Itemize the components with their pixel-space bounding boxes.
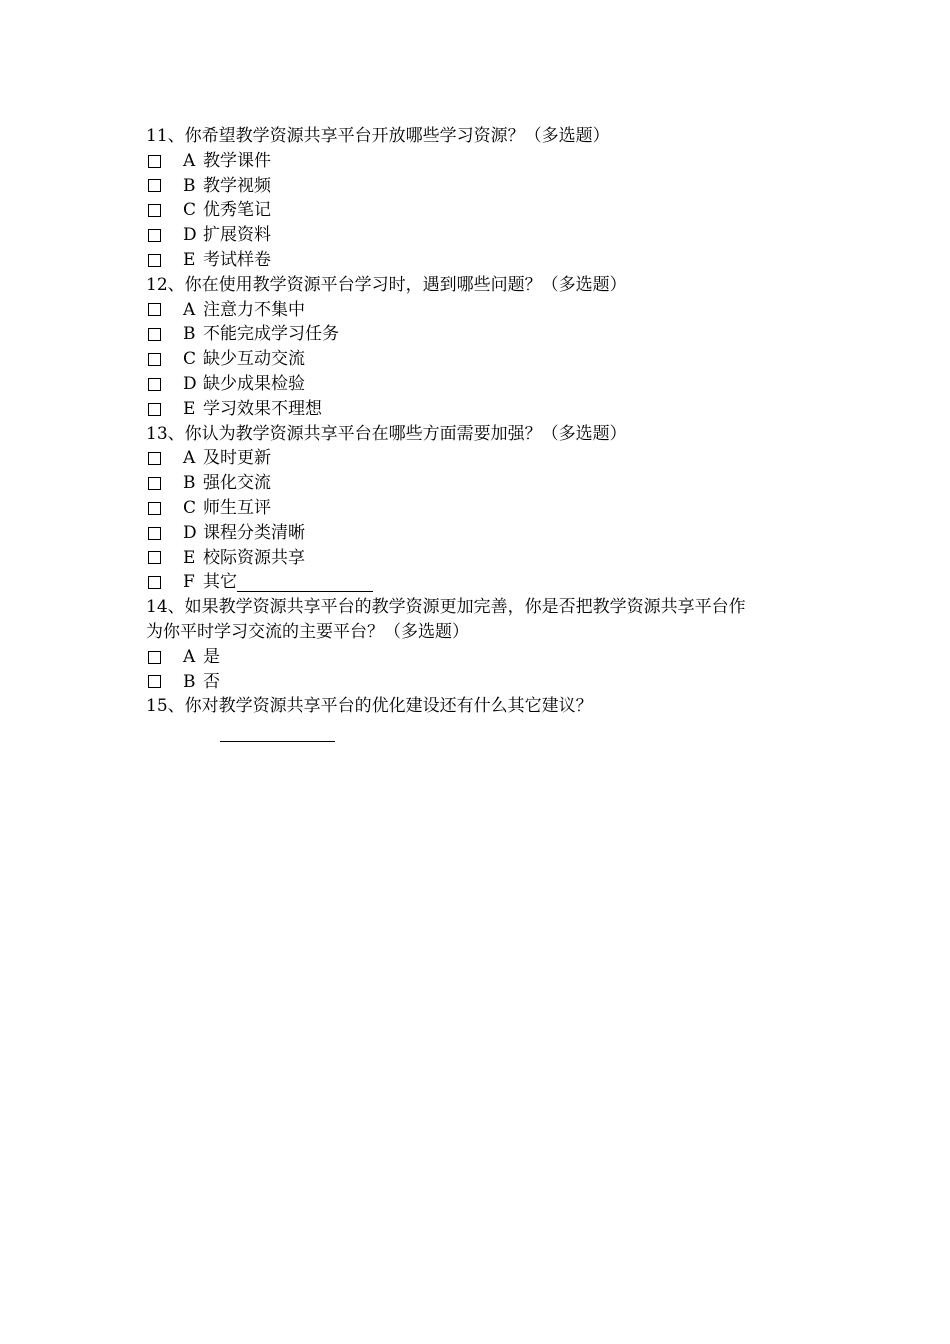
option-12-c[interactable]: C 缺少互动交流 [146, 347, 826, 372]
option-13-d[interactable]: D 课程分类清晰 [146, 521, 826, 546]
checkbox[interactable] [148, 477, 161, 490]
answer-fill-in-line[interactable] [220, 741, 335, 742]
checkbox[interactable] [148, 378, 161, 391]
option-11-c[interactable]: C 优秀笔记 [146, 198, 826, 223]
survey-document [146, 124, 826, 719]
option-14-b[interactable]: B 否 [146, 670, 826, 695]
checkbox[interactable] [148, 204, 161, 217]
checkbox[interactable] [148, 452, 161, 465]
option-13-f[interactable]: F 其它 [146, 570, 826, 595]
option-13-b[interactable]: B 强化交流 [146, 471, 826, 496]
other-fill-in-blank[interactable] [237, 574, 373, 592]
checkbox[interactable] [148, 353, 161, 366]
checkbox[interactable] [148, 675, 161, 688]
checkbox[interactable] [148, 527, 161, 540]
option-11-e[interactable]: E 考试样卷 [146, 248, 826, 273]
option-14-a[interactable]: A 是 [146, 645, 826, 670]
checkbox[interactable] [148, 155, 161, 168]
checkbox[interactable] [148, 254, 161, 267]
checkbox[interactable] [148, 576, 161, 589]
question-13: 13、你认为教学资源共享平台在哪些方面需要加强？（多选题） [146, 423, 627, 444]
option-12-e[interactable]: E 学习效果不理想 [146, 397, 826, 422]
checkbox[interactable] [148, 328, 161, 341]
option-11-b[interactable]: B 教学视频 [146, 174, 826, 199]
option-13-a[interactable]: A 及时更新 [146, 446, 826, 471]
checkbox[interactable] [148, 651, 161, 664]
checkbox[interactable] [148, 403, 161, 416]
question-11: 11、你希望教学资源共享平台开放哪些学习资源？（多选题） [146, 126, 610, 146]
option-11-d[interactable]: D 扩展资料 [146, 223, 826, 248]
option-13-c[interactable]: C 师生互评 [146, 496, 826, 521]
option-13-e[interactable]: E 校际资源共享 [146, 546, 826, 571]
question-14-line-1: 14、如果教学资源共享平台的教学资源更加完善，你是否把教学资源共享平台作 [146, 597, 746, 618]
checkbox[interactable] [148, 179, 161, 192]
checkbox[interactable] [148, 551, 161, 564]
question-14-line-2: 为你平时学习交流的主要平台？（多选题） [146, 621, 469, 642]
checkbox[interactable] [148, 502, 161, 515]
option-12-a[interactable]: A 注意力不集中 [146, 298, 826, 323]
option-12-d[interactable]: D 缺少成果检验 [146, 372, 826, 397]
checkbox[interactable] [148, 303, 161, 316]
question-12: 12、你在使用教学资源平台学习时，遇到哪些问题？（多选题） [146, 274, 627, 295]
option-11-a[interactable]: A 教学课件 [146, 149, 826, 174]
question-15: 15、你对教学资源共享平台的优化建设还有什么其它建议？ [146, 696, 593, 717]
checkbox[interactable] [148, 229, 161, 242]
option-12-b[interactable]: B 不能完成学习任务 [146, 322, 826, 347]
